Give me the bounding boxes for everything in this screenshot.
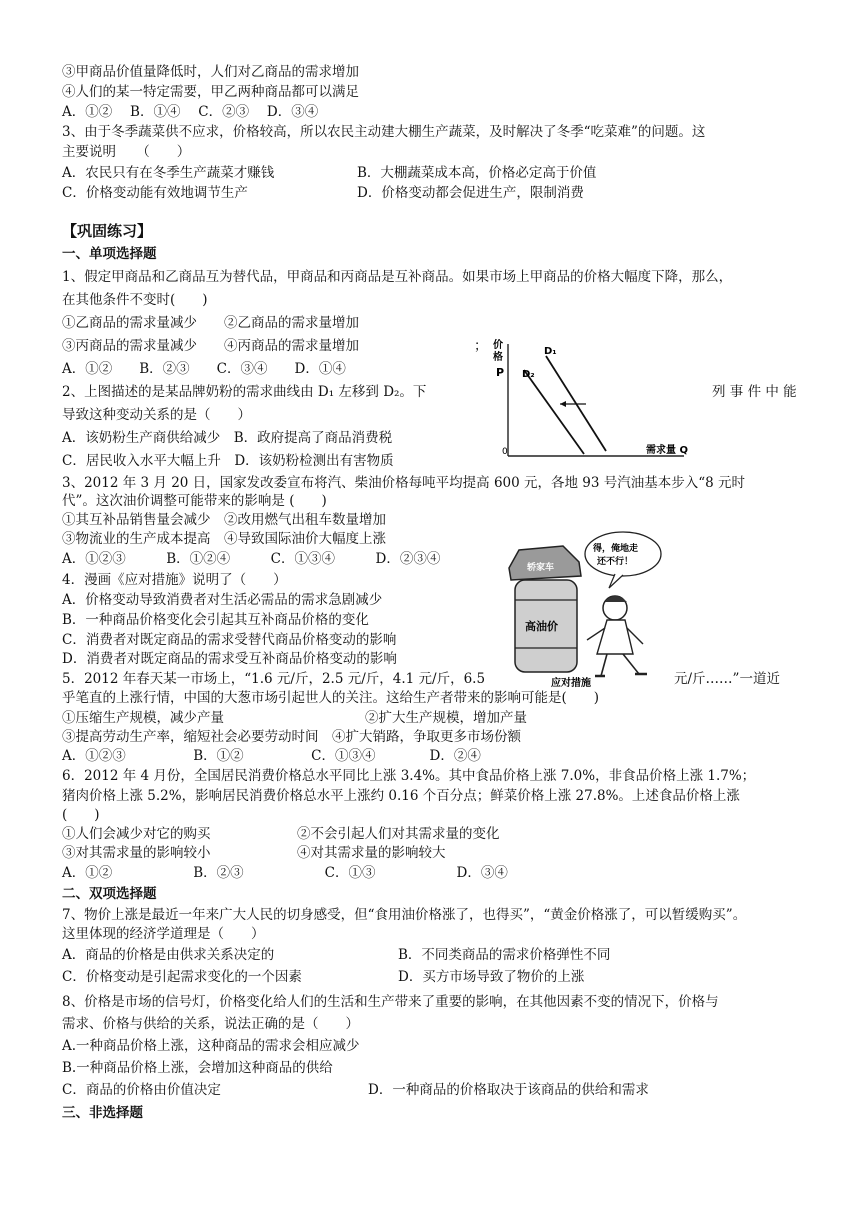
text-line: 乎笔直的上涨行情，中国的大葱市场引起世人的关注。这给生产者带来的影响可能是( ): [62, 690, 600, 706]
text-line: ③提高劳动生产率，缩短社会必要劳动时间 ④扩大销路，争取更多市场份额: [62, 729, 521, 745]
section-heading: 【巩固练习】: [62, 222, 153, 240]
text-line: ③对其需求量的影响较小: [62, 845, 211, 861]
speech-line-1: 得，俺地走: [593, 544, 639, 554]
question-8: 8、价格是市场的信号灯，价格变化给人们的生活和生产带来了重要的影响，在其他因素不变的情况下，价格与: [62, 994, 719, 1010]
car-label: 轿家车: [527, 563, 555, 573]
option-b: B．大棚蔬菜成本高，价格必定高于价值: [357, 165, 597, 181]
text-line: ①其互补品销售量会减少 ②改用燃气出租车数量增加: [62, 512, 386, 528]
subsection-heading: 一、单项选择题: [62, 246, 157, 262]
question-3: 3、2012 年 3 月 20 日，国家发改委宣布将汽、柴油价格每吨平均提高 600 元，各地 93 号汽油基本步入“8 元时: [62, 475, 746, 491]
option-a: A．商品的价格是由供求关系决定的: [62, 947, 275, 963]
text-line: D．消费者对既定商品的需求受互补商品价格变动的影响: [62, 651, 397, 667]
subsection-heading: 三、非选择题: [62, 1105, 143, 1121]
question-5: 5．2012 年春天某一市场上，“1.6 元/斤，2.5 元/斤，4.1 元/斤，6.5: [62, 671, 486, 687]
arrow-head: [560, 401, 566, 407]
text-line: 在其他条件不变时( ): [62, 292, 208, 308]
barrel-label: 高油价: [525, 620, 558, 633]
option-b: B.一种商品价格上涨，会增加这种商品的供给: [62, 1060, 333, 1076]
text-line: C．居民收入水平大幅上升 D．该奶粉检测出有害物质: [62, 453, 394, 469]
text-line: ①乙商品的需求量减少 ②乙商品的需求量增加: [62, 315, 359, 331]
text-line: A．价格变动导致消费者对生活必需品的需求急剧减少: [62, 592, 383, 608]
text-line: 列 事 件 中 能: [712, 384, 797, 400]
cartoon-illustration: [505, 528, 665, 688]
y-axis-label-2: 格: [493, 352, 503, 363]
option-a: A.一种商品价格上涨，这种商品的需求会相应减少: [62, 1038, 360, 1054]
question-1: 1、假定甲商品和乙商品互为替代品，甲商品和丙商品是互补商品。如果市场上甲商品的价格大幅度下降，那么，: [62, 269, 733, 285]
answer-options: A．①② B．①④ C．②③ D．③④: [62, 104, 319, 120]
text-line: ③甲商品价值量降低时，人们对乙商品的需求增加: [62, 64, 359, 80]
answer-options: A．①②③ B．①② C．①③④ D．②④: [62, 748, 481, 764]
text-line: ②不会引起人们对其需求量的变化: [297, 826, 500, 842]
subsection-heading: 二、双项选择题: [62, 886, 157, 902]
option-d: D．买方市场导致了物价的上涨: [398, 969, 585, 985]
text-line: A．该奶粉生产商供给减少 B．政府提高了商品消费税: [62, 430, 393, 446]
option-b: B．不同类商品的需求价格弹性不同: [398, 947, 611, 963]
option-d: D．一种商品的价格取决于该商品的供给和需求: [368, 1082, 649, 1098]
d2-label: D₂: [522, 369, 535, 380]
answer-options: A．①② B．②③ C．③④ D．①④: [62, 361, 346, 377]
option-a: A．农民只有在冬季生产蔬菜才赚钱: [62, 165, 275, 181]
text-line: ①压缩生产规模，减少产量: [62, 710, 224, 726]
answer-options: A．①②③ B．①②④ C．①③④ D．②③④: [62, 551, 441, 567]
option-c: C．价格变动是引起需求变化的一个因素: [62, 969, 302, 985]
text-line: ( ): [62, 807, 100, 823]
answer-options: A．①② B．②③ C．①③ D．③④: [62, 865, 508, 881]
text-line: ①人们会减少对它的购买: [62, 826, 211, 842]
text-line: 元/斤……”一道近: [674, 671, 780, 687]
text-line: 这里体现的经济学道理是（ ）: [62, 926, 265, 942]
demand-curve-graph: [488, 336, 713, 466]
option-c: C．价格变动能有效地调节生产: [62, 185, 248, 201]
question-6: 6．2012 年 4 月份，全国居民消费价格总水平同比上涨 3.4%。其中食品价格上涨 7.0%，非食品价格上涨 1.7%；: [62, 768, 756, 784]
text-line: C．消费者对既定商品的需求受替代商品价格变动的影响: [62, 632, 397, 648]
text-line: ③丙商品的需求量减少 ④丙商品的需求量增加: [62, 338, 359, 354]
speech-bubble: [585, 532, 661, 576]
text-line: 代”。这次油价调整可能带来的影响是 ( ): [62, 493, 327, 509]
person-body: [597, 620, 633, 654]
text-line: ；: [474, 338, 488, 354]
question-4: 4．漫画《应对措施》说明了（ ）: [62, 572, 287, 588]
speech-line-2: 还不行！: [597, 557, 634, 567]
text-line: ④对其需求量的影响较大: [297, 845, 446, 861]
text-line: ④人们的某一特定需要，甲乙两种商品都可以满足: [62, 84, 359, 100]
text-line: ③物流业的生产成本提高 ④导致国际油价大幅度上涨: [62, 531, 386, 547]
text-line: 主要说明 （ ）: [62, 144, 191, 160]
curve-d2: [524, 370, 584, 454]
text-line: 需求、价格与供给的关系，说法正确的是（ ）: [62, 1016, 359, 1032]
text-line: 猪肉价格上涨 5.2%，影响居民消费价格总水平上涨约 0.16 个百分点；鲜菜价格上涨 27.8%。上述食品价格上涨: [62, 788, 740, 804]
text-line: ②扩大生产规模，增加产量: [365, 710, 527, 726]
question-7: 7、物价上涨是最近一年来广大人民的切身感受，但“食用油价格涨了，也得买”，“黄金价格涨了，可以暂缓购买”。: [62, 907, 747, 923]
cartoon-caption: 应对措施: [551, 678, 591, 688]
question-2: 2、上图描述的是某品牌奶粉的需求曲线由 D₁ 左移到 D₂。下: [62, 384, 427, 400]
text-line: B．一种商品价格变化会引起其互补商品价格的变化: [62, 612, 369, 628]
d1-label: D₁: [544, 346, 557, 357]
text-line: 导致这种变动关系的是（ ）: [62, 407, 251, 423]
option-d: D．价格变动都会促进生产，限制消费: [357, 185, 584, 201]
option-c: C．商品的价格由价值决定: [62, 1082, 221, 1098]
p-label: P: [496, 366, 505, 379]
y-axis-label-1: 价: [493, 340, 503, 351]
origin-label: 0: [502, 447, 508, 457]
x-axis-label: 需求量 Q: [646, 445, 688, 456]
question-3: 3、由于冬季蔬菜供不应求，价格较高，所以农民主动建大棚生产蔬菜，及时解决了冬季“吃菜难”的问题。这: [62, 124, 706, 140]
